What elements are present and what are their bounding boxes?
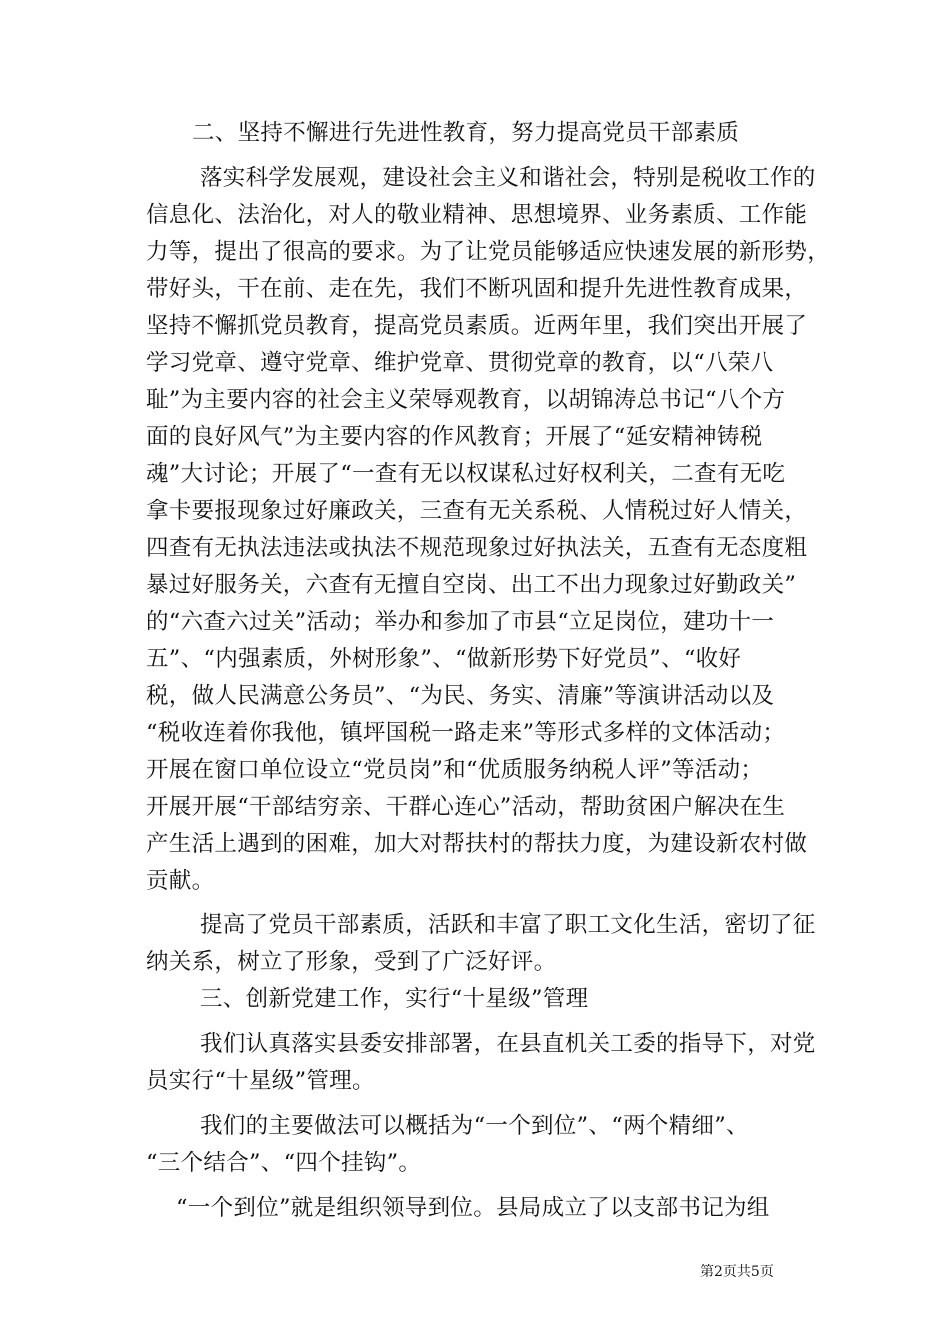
paragraph-line: 信息化、法治化，对人的敬业精神、思想境界、业务素质、工作能 — [146, 202, 808, 228]
paragraph-line: 开展开展“干部结穷亲、干群心连心”活动，帮助贫困户解决在生 — [146, 794, 786, 820]
paragraph-line: 产生活上遇到的困难，加大对帮扶村的帮扶力度，为建设新农村做 — [146, 831, 808, 857]
paragraph-line: 落实科学发展观，建设社会主义和谐社会，特别是税收工作的 — [200, 165, 816, 191]
paragraph-line: 暴过好服务关，六查有无擅自空岗、出工不出力现象过好勤政关” — [146, 572, 797, 598]
paragraph-line: 贡献。 — [146, 868, 215, 894]
paragraph-line: 面的良好风气”为主要内容的作风教育；开展了“延安精神铸税 — [146, 424, 763, 450]
paragraph-line: 开展在窗口单位设立“党员岗”和“优质服务纳税人评”等活动； — [146, 757, 764, 783]
paragraph-line: 学习党章、遵守党章、维护党章、贯彻党章的教育，以“八荣八 — [146, 350, 774, 376]
paragraph-line: “一个到位”就是组织领导到位。县局成立了以支部书记为组 — [176, 1195, 770, 1221]
paragraph-line: 带好头，干在前、走在先，我们不断巩固和提升先进性教育成果， — [146, 276, 808, 302]
paragraph-line: 拿卡要报现象过好廉政关，三查有无关系税、人情税过好人情关， — [146, 498, 808, 524]
paragraph-line: 纳关系，树立了形象，受到了广泛好评。 — [146, 949, 557, 975]
paragraph-line: 五”、“内强素质，外树形象”、“做新形势下好党员”、“收好 — [146, 646, 742, 672]
paragraph-line: 税，做人民满意公务员”、“为民、务实、清廉”等演讲活动以及 — [146, 683, 775, 709]
paragraph-line: 员实行“十星级”管理。 — [146, 1068, 375, 1094]
paragraph-line: “三个结合”、“四个挂钩”。 — [146, 1150, 422, 1176]
paragraph-line: 我们认真落实县委安排部署，在县直机关工委的指导下，对党 — [200, 1031, 816, 1057]
paragraph-line: 的“六查六过关”活动；举办和参加了市县“立足岗位，建功十一 — [146, 609, 775, 635]
paragraph-line: “税收连着你我他，镇坪国税一路走来”等形式多样的文体活动； — [146, 720, 786, 746]
heading-section-3: 三、创新党建工作，实行“十星级”管理 — [200, 986, 589, 1012]
paragraph-line: 我们的主要做法可以概括为“一个到位”、“两个精细”、 — [200, 1113, 749, 1139]
paragraph-line: 提高了党员干部素质，活跃和丰富了职工文化生活，密切了征 — [200, 912, 816, 938]
heading-section-2: 二、坚持不懈进行先进性教育，努力提高党员干部素质 — [192, 120, 740, 146]
paragraph-line: 耻”为主要内容的社会主义荣辱观教育，以胡锦涛总书记“八个方 — [146, 387, 786, 413]
page-number: 第2页共5页 — [700, 1264, 774, 1280]
paragraph-line: 坚持不懈抓党员教育，提高党员素质。近两年里，我们突出开展了 — [146, 313, 808, 339]
paragraph-line: 力等，提出了很高的要求。为了让党员能够适应快速发展的新形势， — [146, 239, 831, 265]
paragraph-line: 四查有无执法违法或执法不规范现象过好执法关，五查有无态度粗 — [146, 535, 808, 561]
paragraph-line: 魂”大讨论；开展了“一查有无以权谋私过好权利关，二查有无吃 — [146, 461, 786, 487]
